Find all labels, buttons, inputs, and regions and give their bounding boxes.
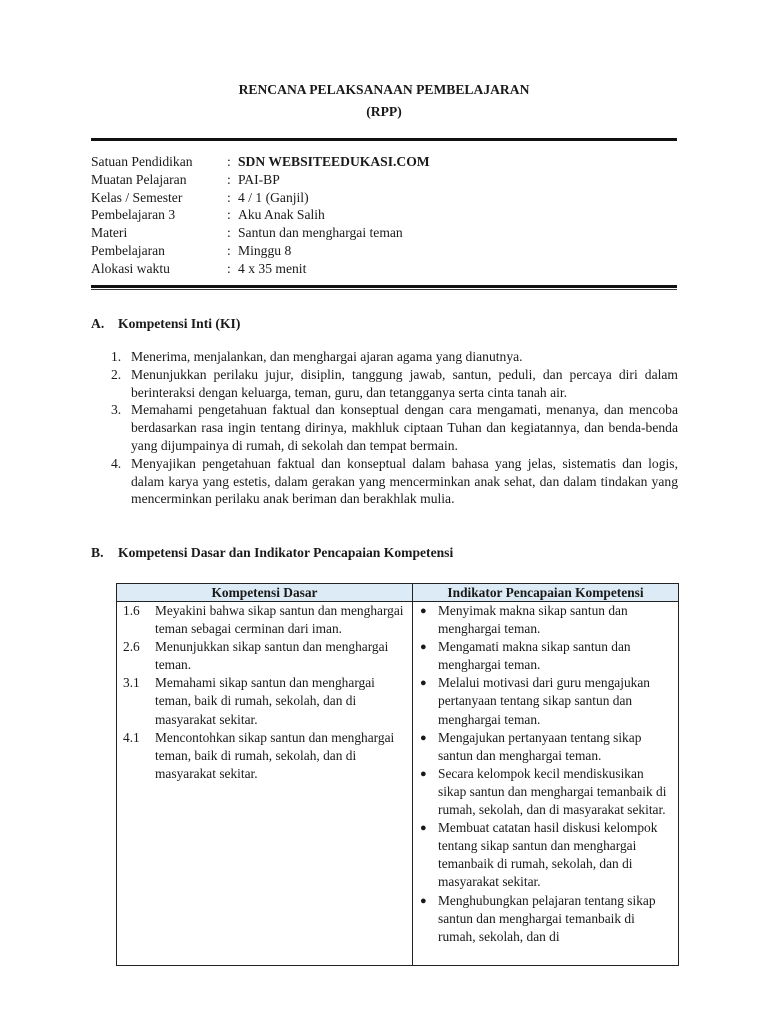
kd-number: 2.6: [123, 639, 140, 655]
bullet-icon: ●: [420, 767, 427, 780]
section-letter: B.: [91, 545, 104, 560]
bullet-icon: ●: [420, 641, 427, 654]
kd-item: [117, 674, 412, 728]
indicator-cell: [413, 602, 679, 966]
info-colon: :: [227, 207, 231, 223]
ki-item: [111, 366, 678, 402]
section-b-heading: [91, 545, 453, 561]
info-label: Pembelajaran: [91, 242, 165, 258]
column-header-indicator: Indikator Pencapaian Kompetensi: [413, 584, 679, 602]
info-value: 4 / 1 (Ganjil): [238, 189, 309, 205]
info-row-pembelajaran: [91, 242, 430, 260]
info-label: Materi: [91, 225, 128, 241]
indicator-text: Mengamati makna sikap santun dan menghargai teman.: [438, 639, 631, 673]
kd-item: [117, 729, 412, 783]
document-title: RENCANA PELAKSANAAN PEMBELAJARAN: [238, 82, 530, 97]
kd-text: Meyakini bahwa sikap santun dan menghargai teman sebagai cerminan dari iman.: [155, 603, 404, 637]
indicator-text: Menyimak makna sikap santun dan menghargai teman.: [438, 603, 628, 637]
info-value: Santun dan menghargai teman: [238, 225, 403, 241]
indicator-item: [413, 602, 678, 638]
section-letter: A.: [91, 316, 105, 331]
indicator-item: [413, 729, 678, 765]
ki-list: [111, 348, 678, 508]
section-title: Kompetensi Inti (KI): [118, 316, 241, 331]
column-header-kd: Kompetensi Dasar: [117, 584, 413, 602]
table-row: [117, 602, 679, 966]
info-row-muatan: [91, 171, 430, 189]
info-value: Minggu 8: [238, 242, 292, 258]
info-value: 4 x 35 menit: [238, 260, 307, 276]
identity-block: [91, 153, 430, 278]
info-label: Satuan Pendidikan: [91, 154, 193, 169]
info-label: Pembelajaran 3: [91, 207, 176, 223]
info-label: Muatan Pelajaran: [91, 171, 187, 187]
info-label: Kelas / Semester: [91, 189, 183, 205]
bullet-icon: ●: [420, 822, 427, 835]
info-colon: :: [227, 242, 231, 258]
bullet-icon: ●: [420, 677, 427, 690]
kd-text: Mencontohkan sikap santun dan menghargai teman, baik di rumah, sekolah, dan di masyarakat sekitar.: [155, 729, 395, 781]
kd-text: Menunjukkan sikap santun dan menghargai teman.: [155, 639, 389, 673]
ki-text: Menunjukkan perilaku jujur, disiplin, tanggung jawab, santun, peduli, dan percaya diri dalam berinteraksi dengan keluarga, teman, guru, dan tetangganya serta cinta tanah air.: [131, 366, 678, 400]
kd-number: 4.1: [123, 729, 140, 745]
info-row-alokasi: [91, 260, 430, 278]
indicator-item: [413, 765, 678, 819]
info-row-materi: [91, 224, 430, 242]
indicator-item: [413, 638, 678, 674]
kd-number: 3.1: [123, 675, 140, 691]
info-row-kelas: [91, 189, 430, 207]
info-colon: :: [227, 189, 231, 205]
info-row-satuan: [91, 153, 430, 171]
info-colon: :: [227, 154, 231, 169]
kd-text: Memahami sikap santun dan menghargai teman, baik di rumah, sekolah, dan di masyarakat sekitar.: [155, 675, 375, 727]
indicator-text: Membuat catatan hasil diskusi kelompok tentang sikap santun dan menghargai temanbaik di rumah, sekolah, dan di masyarakat sekitar.: [438, 820, 658, 890]
section-title: Kompetensi Dasar dan Indikator Pencapaian Kompetensi: [118, 545, 454, 560]
indicator-item: [413, 892, 678, 946]
document-subtitle: (RPP): [366, 104, 402, 119]
bullet-icon: ●: [420, 731, 427, 744]
indicator-text: Mengajukan pertanyaan tentang sikap santun dan menghargai teman.: [438, 729, 642, 763]
ki-text: Menerima, menjalankan, dan menghargai ajaran agama yang dianutnya.: [131, 349, 523, 364]
header-rule: [91, 138, 677, 141]
ki-text: Memahami pengetahuan faktual dan konseptual dengan cara mengamati, menanya, dan mencoba berdasarkan rasa ingin tentang dirinya, makhluk ciptaan Tuhan dan kegiatannya, dan benda-benda yang dijumpainya di rumah, di sekolah dan tempat bermain.: [131, 402, 678, 453]
info-label: Alokasi waktu: [91, 260, 170, 276]
kd-item: [117, 638, 412, 674]
indicator-text: Melalui motivasi dari guru mengajukan pertanyaan tentang sikap santun dan menghargai teman.: [438, 675, 650, 727]
ki-item: [111, 455, 678, 508]
indicator-text: Menghubungkan pelajaran tentang sikap santun dan menghargai temanbaik di rumah, sekolah, dan di: [438, 892, 656, 944]
info-value: SDN WEBSITEEDUKASI.COM: [238, 154, 430, 169]
bullet-icon: ●: [420, 605, 427, 617]
indicator-text: Secara kelompok kecil mendiskusikan sikap santun dan menghargai temanbaik di rumah, sekolah, dan di masyarakat sekitar.: [438, 765, 667, 818]
section-a-heading: [91, 316, 240, 332]
kd-item: [117, 602, 412, 638]
info-colon: :: [227, 225, 231, 241]
info-colon: :: [227, 171, 231, 187]
kd-indicator-table: [116, 583, 679, 966]
kd-number: 1.6: [123, 603, 140, 618]
info-row-pembelajaran-3: [91, 206, 430, 224]
indicator-item: [413, 674, 678, 728]
ki-number: 4.: [111, 455, 122, 471]
ki-number: 1.: [111, 349, 122, 364]
info-value: Aku Anak Salih: [238, 207, 325, 223]
bullet-icon: ●: [420, 894, 427, 907]
info-colon: :: [227, 260, 231, 276]
ki-item: [111, 401, 678, 454]
ki-number: 2.: [111, 366, 122, 382]
ki-item: [111, 348, 678, 366]
ki-number: 3.: [111, 402, 122, 418]
table-header-row: [117, 584, 679, 602]
ki-text: Menyajikan pengetahuan faktual dan konseptual dalam bahasa yang jelas, sistematis dan logis, dalam karya yang estetis, dalam gerakan yang mencerminkan anak sehat, dan dalam tindakan yang mencerminkan perilaku anak beriman dan berakhlak mulia.: [131, 455, 678, 507]
info-value: PAI-BP: [238, 171, 280, 187]
indicator-item: [413, 819, 678, 891]
identity-double-rule: [91, 285, 677, 290]
kd-cell: [117, 602, 413, 966]
